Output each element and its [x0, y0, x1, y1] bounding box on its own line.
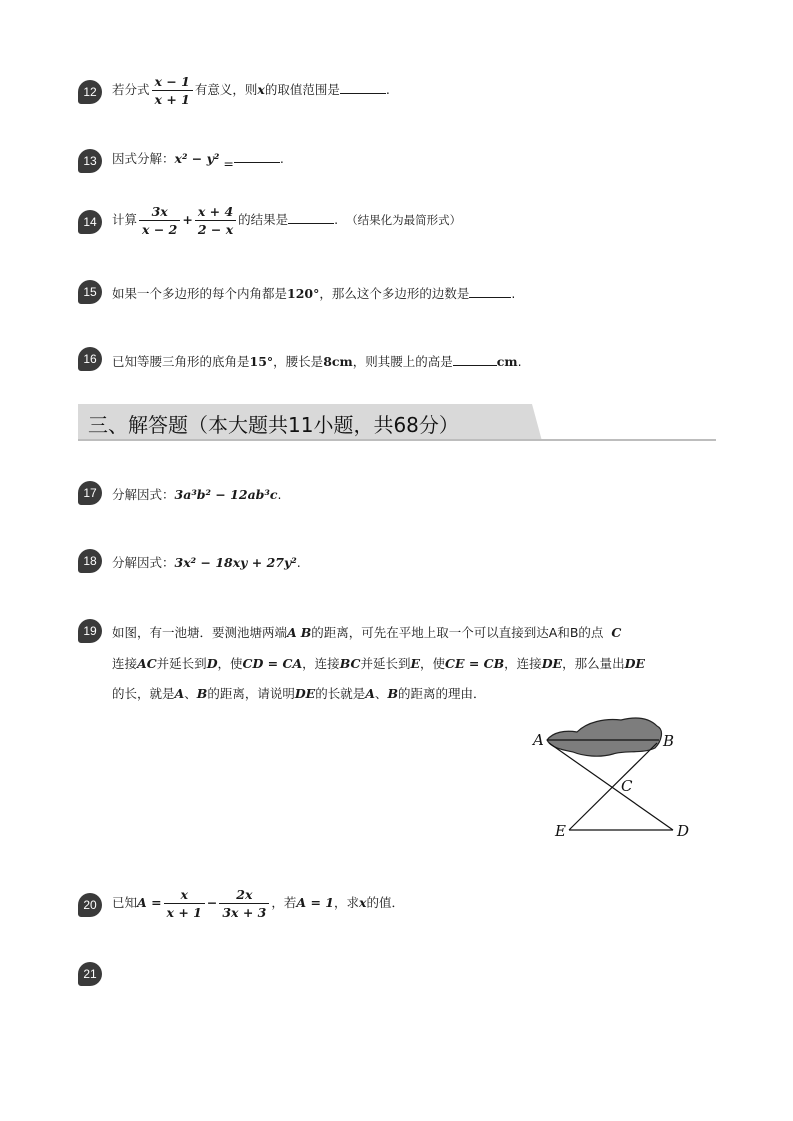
question-number-badge: 15: [78, 280, 102, 304]
answer-blank[interactable]: [340, 81, 386, 94]
question-text: 因式分解：x² − y² = .: [112, 151, 284, 171]
section-divider: [78, 439, 716, 441]
answer-blank[interactable]: [453, 353, 497, 366]
question-text-line-2: 连接AC并延长到D，使CD = CA，连接BC并延长到E，使CE = CB，连接DE，那么量出DE: [112, 656, 645, 671]
fraction: $\frac{2x}{3x + 3}$: [219, 887, 269, 920]
question-number-badge: 12: [78, 80, 102, 104]
answer-blank[interactable]: [234, 150, 280, 163]
question-number-badge: 21: [78, 962, 102, 986]
question-number-badge: 20: [78, 893, 102, 917]
section-header: [78, 404, 716, 441]
answer-blank[interactable]: [288, 211, 334, 224]
label-A: A: [533, 731, 544, 749]
answer-blank[interactable]: [469, 285, 511, 298]
pond-shape: [547, 718, 661, 756]
label-B: B: [663, 732, 675, 750]
section-title: 三、解答题（本大题共11小题，共68分）: [88, 413, 459, 437]
question-number-badge: 13: [78, 149, 102, 173]
question-number-badge: 16: [78, 347, 102, 371]
label-C: C: [621, 777, 633, 795]
question-text-line-1: 如图，有一池塘．要测池塘两端A B的距离，可先在平地上取一个可以直接到达A和B的点 C: [112, 625, 622, 640]
segment-BE: [569, 743, 657, 830]
question-number-badge: 19: [78, 619, 102, 643]
fraction: $\frac{x - 1}{x + 1}$: [152, 74, 193, 107]
label-D: D: [677, 822, 690, 840]
question-number-badge: 18: [78, 549, 102, 573]
question-number-badge: 14: [78, 210, 102, 234]
question-text: 已知等腰三角形的底角是15°，腰长是8cm，则其腰上的高是 cm.: [112, 354, 522, 369]
pond-figure: [525, 710, 705, 845]
label-E: E: [555, 822, 566, 840]
question-text: 如果一个多边形的每个内角都是120°，那么这个多边形的边数是 .: [112, 286, 516, 301]
question-number-badge: 17: [78, 481, 102, 505]
question-text: 计算 $\frac{3x}{x - 2}$ + $\frac{x + 4}{2 - x}$ 的结果是 . （结果化为最简形式）: [112, 204, 462, 237]
fraction: $\frac{x + 4}{2 - x}$: [195, 204, 236, 237]
fraction: $\frac{x}{x + 1}$: [164, 887, 205, 920]
question-text: 分解因式：3a³b² − 12ab³c.: [112, 487, 282, 502]
question-text: 若分式 $\frac{x - 1}{x + 1}$ 有意义，则x的取值范围是 .: [112, 74, 390, 107]
segment-AD: [549, 743, 673, 830]
question-text: 分解因式：3x² − 18xy + 27y².: [112, 555, 301, 570]
question-text-line-3: 的长，就是A、B的距离，请说明DE的长就是A、B的距离的理由．: [112, 686, 486, 701]
fraction: $\frac{3x}{x - 2}$: [139, 204, 180, 237]
question-text: 已知A = $\frac{x}{x + 1}$ − $\frac{2x}{3x + 3}$ ，若A = 1，求x的值．: [112, 887, 404, 920]
